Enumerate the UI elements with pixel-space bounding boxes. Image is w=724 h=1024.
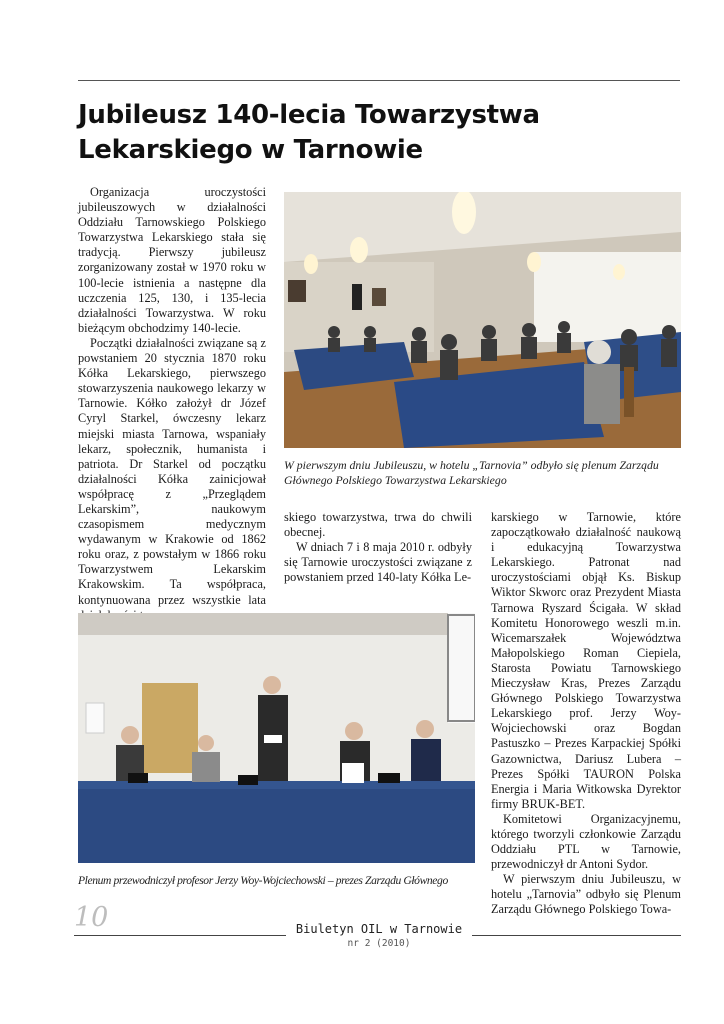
photo-caption: W pierwszym dniu Jubileuszu, w hotelu „Tarnovia” odbyło się plenum Zarządu Głównego Polskiego Towarzystwa Lekarskiego (284, 458, 659, 487)
paragraph: Organizacja uroczystości jubileuszowych w działalności Oddziału Tarnowskiego Polskiego Towarzystwa Lekarskiego stała się tradycją. Pierwszy jubileusz zorganizowany został w 1970 roku w 100-lecie istnienia a następne dla uczczenia 125, 130, i 135-lecia działalności Towarzystwa. W roku bieżącym obchodzimy 140-lecie. (78, 185, 266, 335)
footer-rule-left (74, 935, 286, 936)
paragraph: Początki działalności związane są z powstaniem 20 stycznia 1870 roku Kółka Lekarskiego, pierwszego stowarzyszenia naukowego lekarzy w Tarnowie. Kółko założył dr Józef Cyryl Starkel, ówczesny lekarz miejski miasta Tarnowa, wspaniały lekarz, społecznik, humanista i patriota. Dr Starkel od początku działalności Kółka zainicjował współpracę z „Przeglądem Lekarskim”, naukowym czasopismem medycznym wydawanym w Krakowie od 1862 roku oraz, z powstałym w 1866 roku Towarzystwem Lekarskim Krakowskim. Ta współpraca, kontynuowana przez wszystkie lata (78, 335, 266, 607)
paragraph: karskiego w Tarnowie, które zapoczątkowało działalność naukową i edukacyjną Towarzystwa Lekarskiego. Patronat nad uroczystościami objął Ks. Biskup Wiktor Skworc oraz Prezydent Miasta Tarnowa Ryszard Ścigała. W skład Komitetu Honorowego weszli m.in. Wicemarszałek Województwa Małopolskiego Roman Ciepiela, Starosta Powiatu Tarnowskiego Mieczysław Kras, Prezes Zarządu Głównego Polskiego Towarzystwa Lekarskiego prof. Jerzy Woy-Wojciechowski oraz Bogdan Pastuszko – Prezes Karpackiej Spółki Gazownictwa, Dariusz Lubera – Prezes Spółki TAURON Polska Energia i Maria Witkowska Dyrektor firmy BRUK-BET. (491, 510, 681, 811)
publication-title: Biuletyn OIL w Tarnowie (295, 922, 463, 936)
page-number: 10 (74, 902, 109, 933)
issue-number: nr 2 (2010) (347, 938, 411, 949)
photo-caption: Plenum przewodniczył profesor Jerzy Woy-Wojciechowski – prezes Zarządu Głównego (78, 874, 448, 887)
header-rule (78, 80, 680, 81)
photo-plenum-hall (284, 192, 681, 448)
footer-rule-right (472, 935, 681, 936)
paragraph: skiego towarzystwa, trwa do chwili obecnej. (284, 510, 472, 540)
text-column-1 (78, 185, 266, 623)
paragraph: Komitetowi Organizacyjnemu, którego tworzyli członkowie Zarządu Oddziału PTL w Tarnowie, przewodniczył dr Antoni Sydor. (491, 811, 681, 872)
photo-presidium (78, 613, 475, 863)
paragraph: W pierwszym dniu Jubileuszu, w hotelu „Tarnovia” odbyło się Plenum Zarządu Głównego Polskiego Towa- (491, 872, 681, 917)
paragraph: W dniach 7 i 8 maja 2010 r. odbyły się Tarnowie uroczystości związane z powstaniem przed 140-laty Kółka Le- (284, 540, 472, 585)
text-column-3 (491, 510, 681, 918)
text-column-2 (284, 510, 472, 585)
title-line-1: Jubileusz 140-lecia Towarzystwa (78, 100, 540, 130)
article-title (78, 98, 678, 168)
title-line-2: Lekarskiego w Tarnowie (78, 135, 423, 165)
